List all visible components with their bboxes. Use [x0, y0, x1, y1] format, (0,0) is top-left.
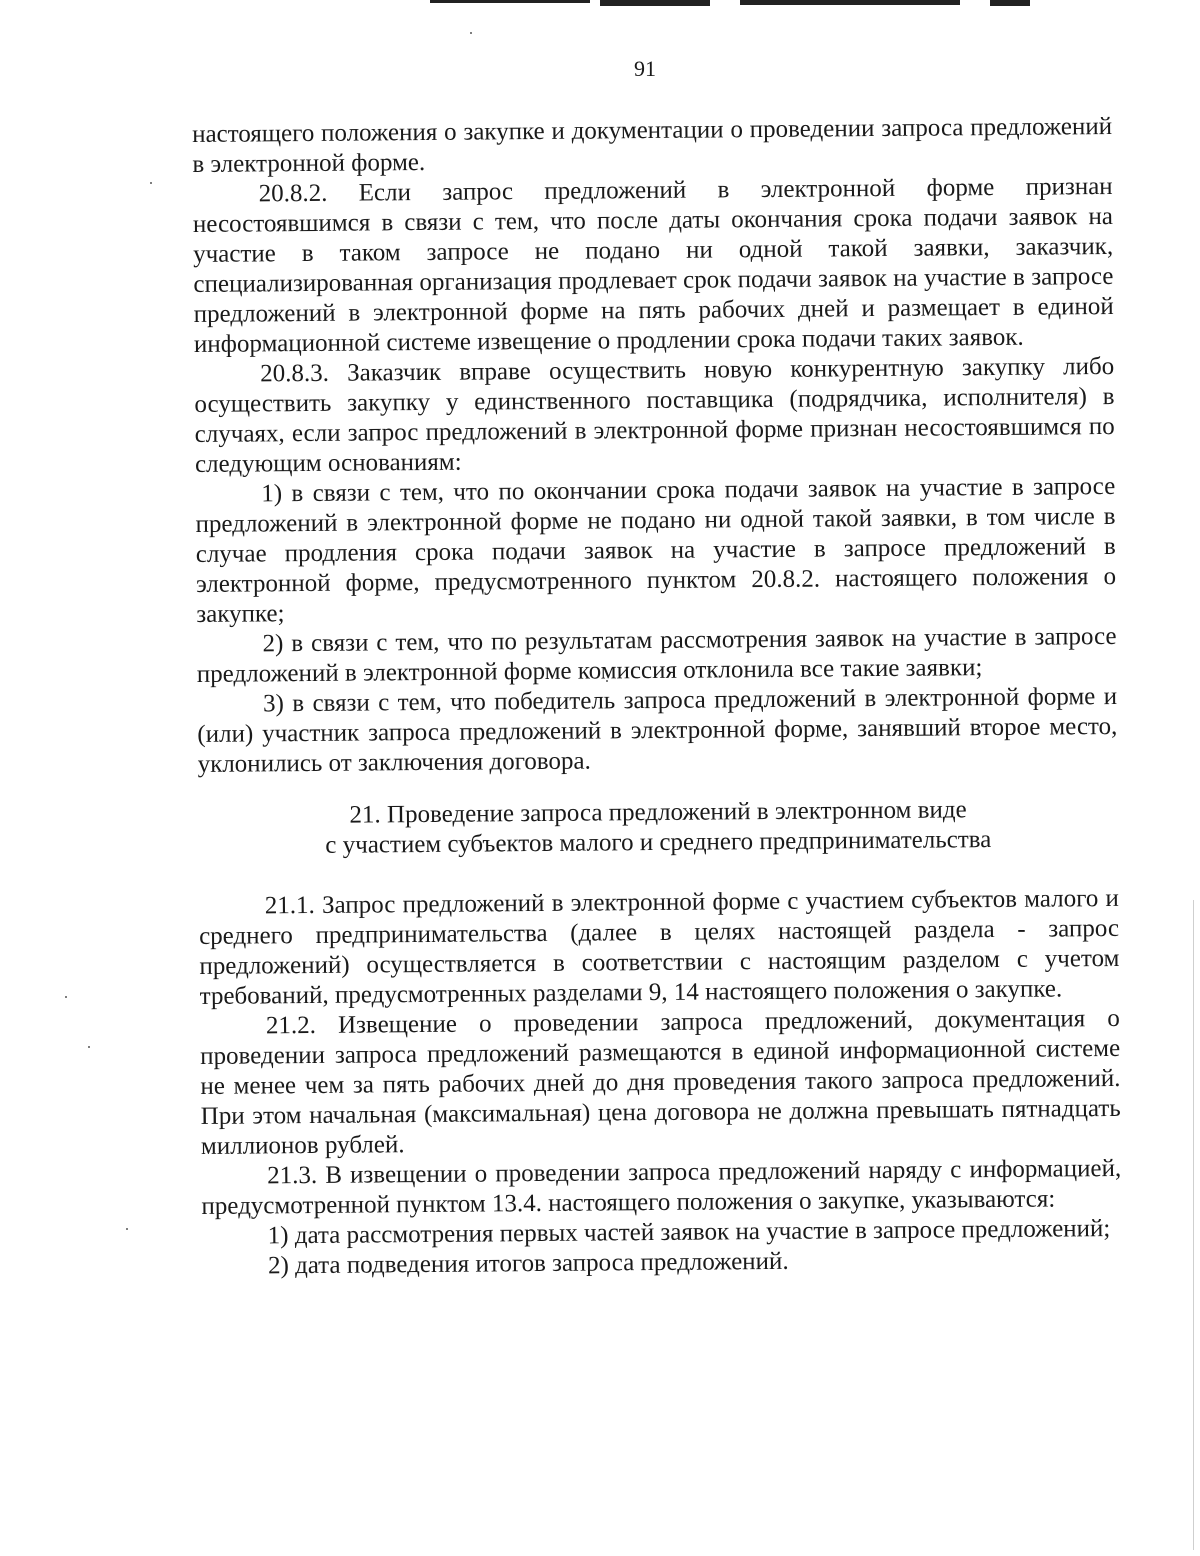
scan-edge-line: [1193, 900, 1194, 1550]
scan-speck: [88, 1046, 90, 1048]
paragraph-21-2: 21.2. Извещение о проведении запроса предложений, документация о проведении запроса предложений размещаются в единой информационной системе не менее чем за пять рабочих дней до дня проведения такого запроса предложений. При этом начальная (максимальная) цена договора не должна превышать пятнадцать миллионов рублей.: [200, 1004, 1121, 1160]
scan-artifact-top: [0, 0, 1200, 10]
heading-line: с участием субъектов малого и среднего предпринимательства: [325, 826, 992, 859]
page-number: 91: [634, 56, 656, 81]
list-item: 1) в связи с тем, что по окончании срока подачи заявок на участие в запросе предложений в электронной форме не подано ни одной такой заявки, в том числе в случае продления срока подачи заявок на участие в запросе предложений в электронной форме, предусмотренного пунктом 20.8.2. настоящего положения о закупке;: [195, 472, 1117, 628]
paragraph-21-3: 21.3. В извещении о проведении запроса предложений наряду с информацией, предусмотренной пунктом 13.4. настоящего положения о закупке, указываются:: [201, 1154, 1122, 1220]
scan-speck: [65, 996, 67, 998]
paragraph-21-1: 21.1. Запрос предложений в электронной форме с участием субъектов малого и среднего предпринимательства (далее в целях настоящей раздела - запрос предложений) осуществляется в соответствии с настоящим разделом с учетом требований, предусмотренных разделами 9, 14 настоящего положения о закупке.: [199, 884, 1120, 1010]
paragraph: настоящего положения о закупке и документации о проведении запроса предложений в электронной форме.: [192, 112, 1113, 178]
scan-speck: [150, 182, 152, 184]
paragraph-20-8-3: 20.8.3. Заказчик вправе осуществить новую конкурентную закупку либо осуществить закупку у единственного поставщика (подрядчика, исполнителя) в случаях, если запрос предложений в электронной форме признан несостоявшимся по следующим основаниям:: [194, 352, 1115, 478]
list-item: 1) дата рассмотрения первых частей заявок на участие в запросе предложений;: [267, 1215, 1111, 1250]
paragraph-20-8-2: 20.8.2. Если запрос предложений в электронной форме признан несостоявшимся в связи с тем, что после даты окончания срока подачи заявок на участие в таком запросе не подано ни одной такой заявки, заказчик, специализированная организация продлевает срок подачи заявок на участие в запросе предложений в электронной форме на пять рабочих дней и размещает в единой информационной системе извещение о продлении срока подачи таких заявок.: [192, 172, 1114, 358]
scan-speck: [470, 32, 472, 34]
section-heading-21: [198, 794, 1118, 862]
scan-speck: [126, 1228, 128, 1230]
text-section-20: [192, 112, 1122, 1282]
list-item: 2) дата подведения итогов запроса предложений.: [267, 1247, 789, 1280]
heading-line: 21. Проведение запроса предложений в электронном виде: [349, 796, 967, 829]
list-item: 3) в связи с тем, что победитель запроса предложений в электронной форме и (или) участник запроса предложений в электронной форме, занявший второе место, уклонились от заключения договора.: [197, 682, 1118, 778]
list-item: 2) в связи с тем, что по результатам рассмотрения заявок на участие в запросе предложений в электронной форме комиссия отклонила все такие заявки;: [196, 622, 1117, 688]
